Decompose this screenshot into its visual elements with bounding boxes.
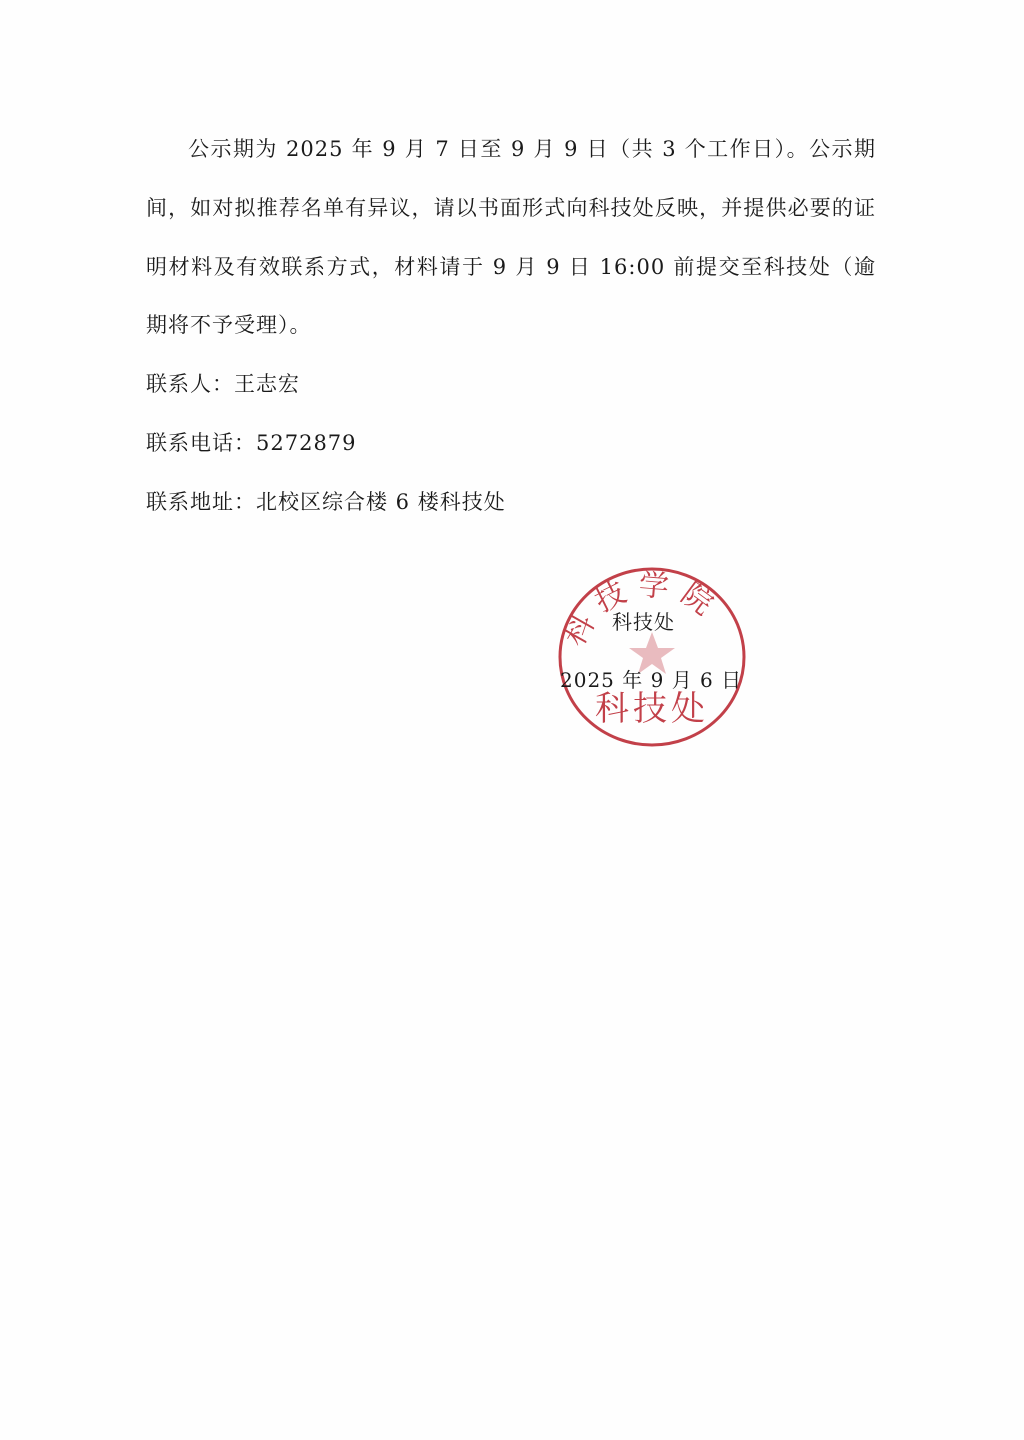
contact-person: 联系人：王志宏: [146, 372, 300, 397]
notice-paragraph: 公示期为 2025 年 9 月 7 日至 9 月 9 日（共 3 个工作日）。公示期间，如对拟推荐名单有异议，请以书面形式向科技处反映，并提供必要的证明材料及有效联系方式，材料请于 9 月 9 日 16:00 前提交至科技处（逾期将不予受理）。: [146, 137, 876, 338]
notice-body: [146, 120, 876, 532]
seal-center-text: 科技处: [595, 689, 709, 729]
contact-phone: 联系电话：5272879: [146, 430, 357, 455]
contact-address: 联系地址：北校区综合楼 6 楼科技处: [146, 489, 506, 514]
signature-date: 2025 年 9 月 6 日: [560, 668, 743, 692]
official-seal: [552, 562, 752, 752]
seal-arc-text: 科技学院: [557, 567, 728, 653]
signature-department: 科技处: [612, 610, 675, 634]
